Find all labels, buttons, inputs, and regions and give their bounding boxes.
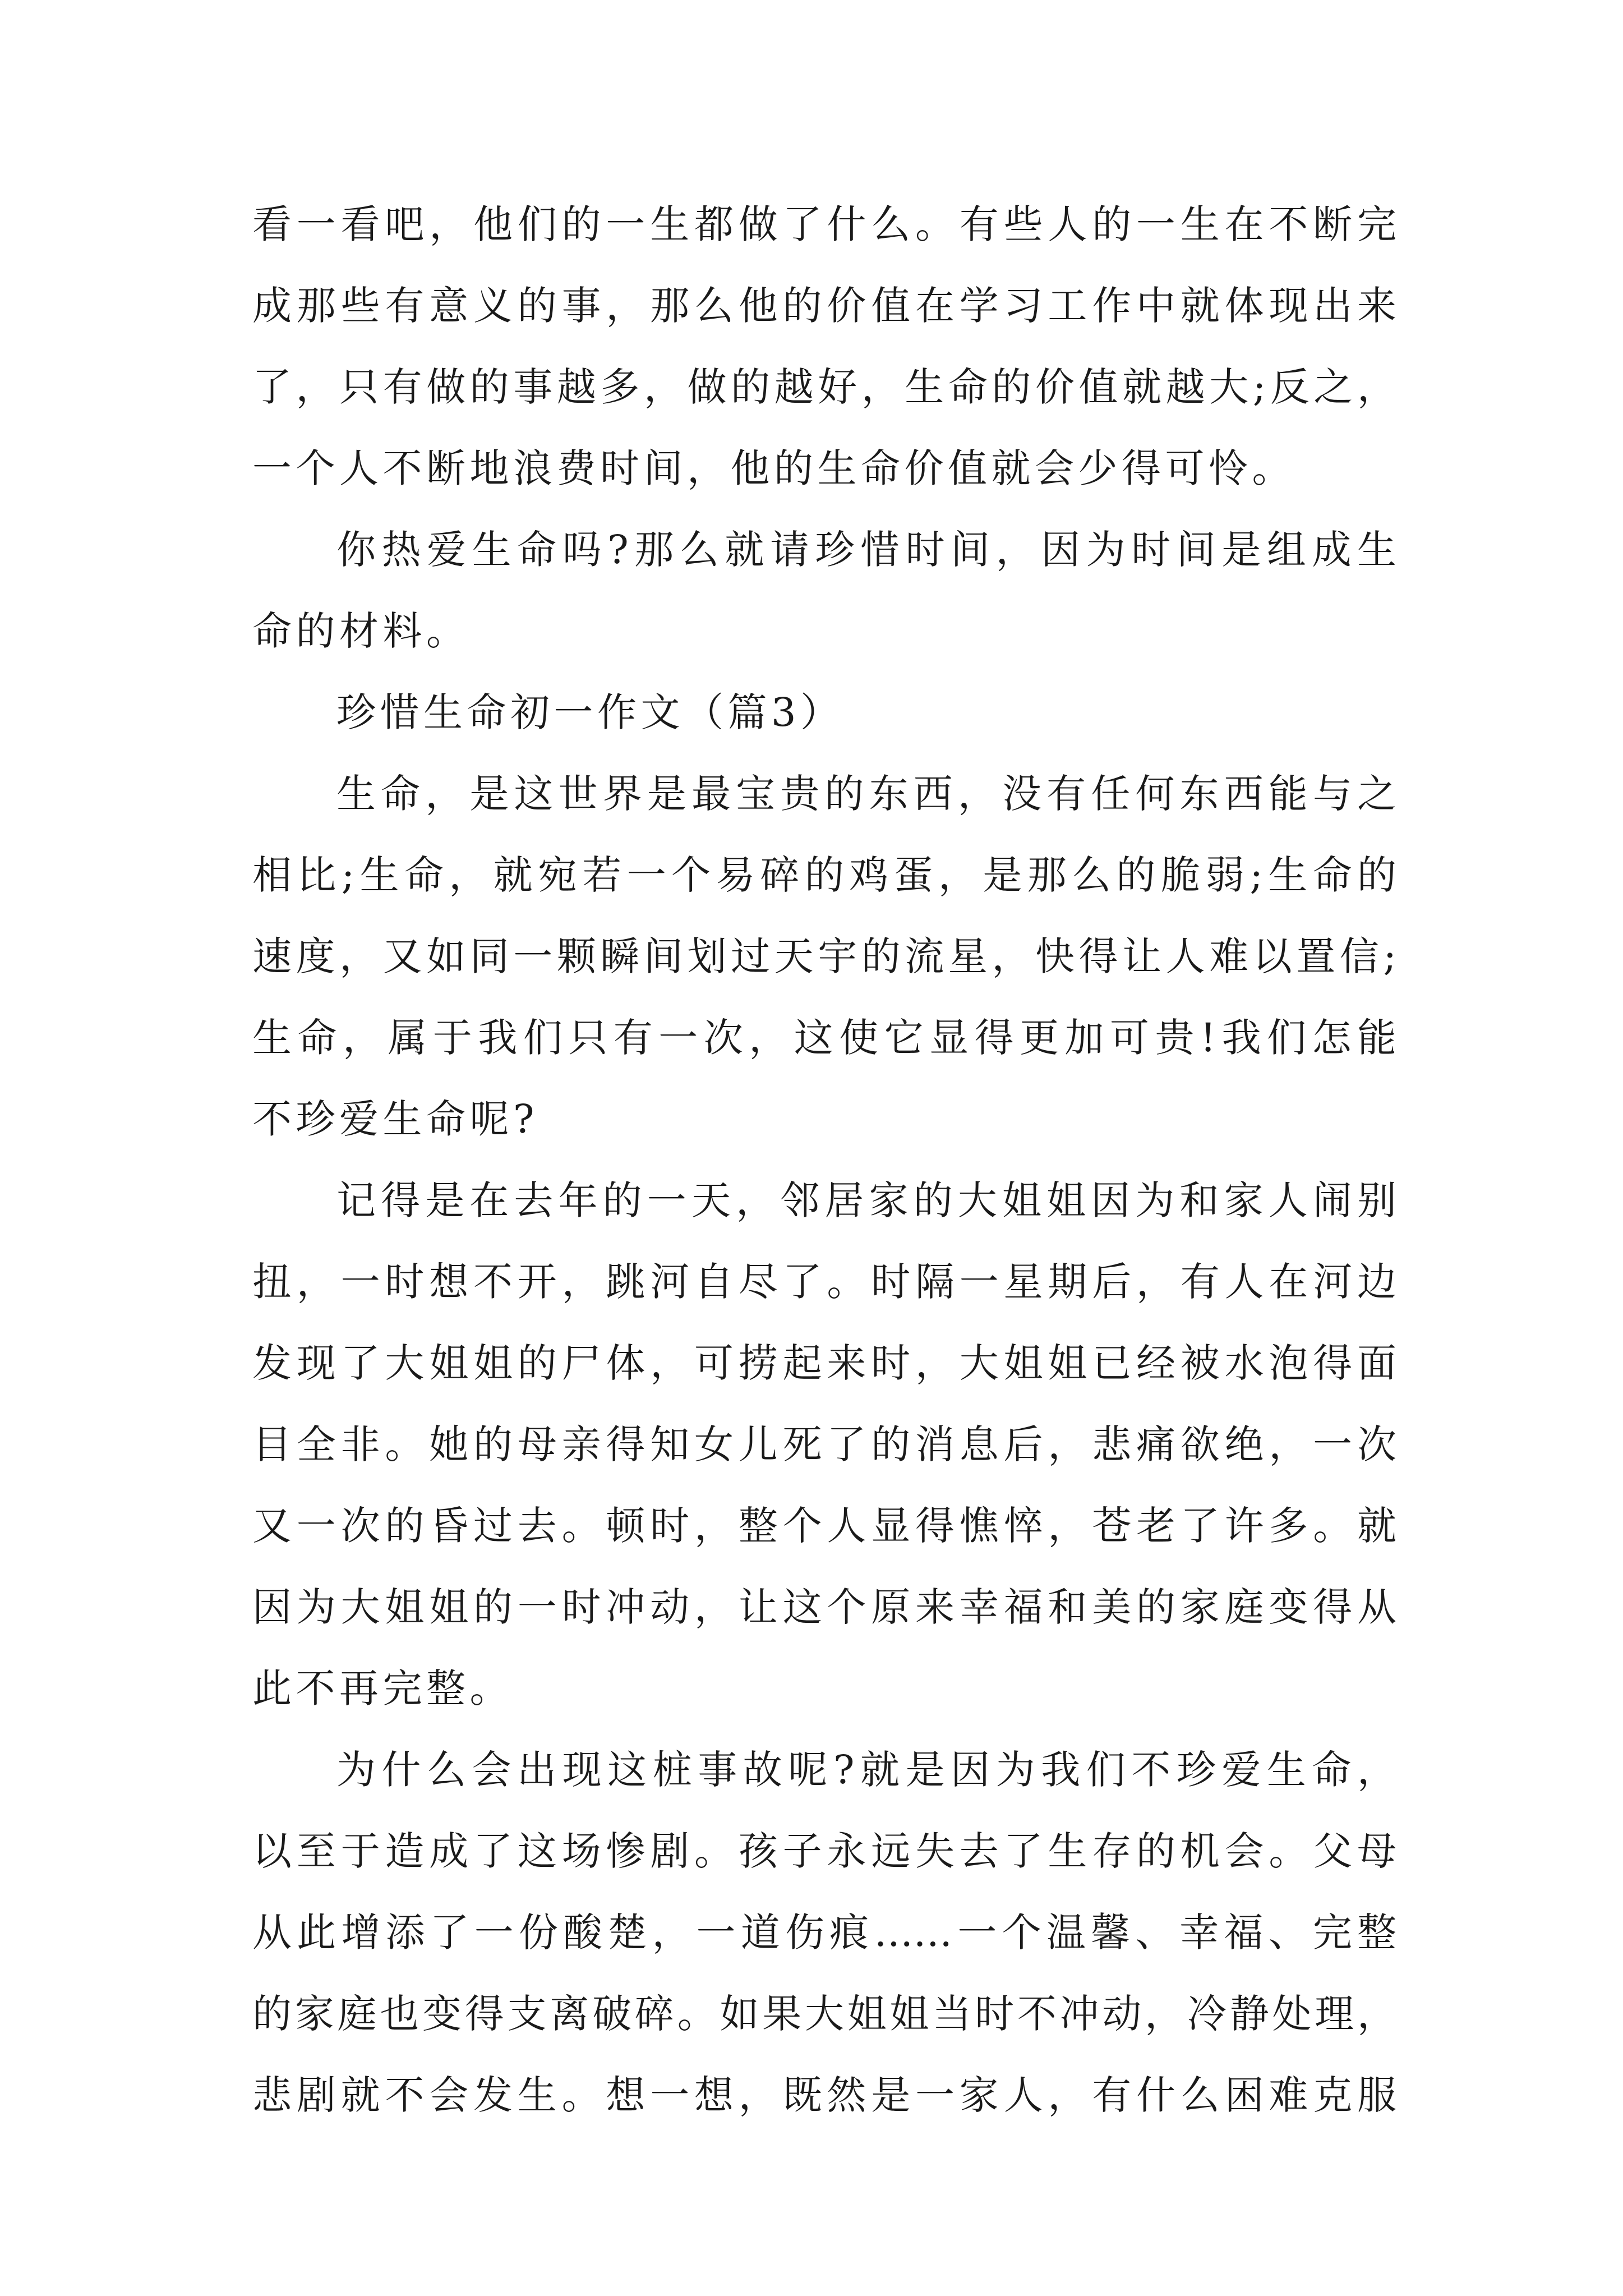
paragraph-line: 的家庭也变得支离破碎。如果大姐姐当时不冲动，冷静处理， — [252, 1991, 1396, 2037]
paragraph-line: 成那些有意义的事，那么他的价值在学习工作中就体现出来 — [252, 283, 1396, 329]
paragraph-line: 悲剧就不会发生。想一想，既然是一家人，有什么困难克服 — [252, 2072, 1396, 2118]
paragraph-line: 扭，一时想不开，跳河自尽了。时隔一星期后，有人在河边 — [252, 1259, 1396, 1305]
paragraph-line: 目全非。她的母亲得知女儿死了的消息后，悲痛欲绝，一次 — [252, 1421, 1396, 1467]
paragraph-line: 速度，又如同一颗瞬间划过天宇的流星，快得让人难以置信; — [252, 933, 1396, 979]
paragraph-line: 你热爱生命吗?那么就请珍惜时间，因为时间是组成生 — [336, 527, 1396, 573]
paragraph-line: 发现了大姐姐的尸体，可捞起来时，大姐姐已经被水泡得面 — [252, 1340, 1396, 1386]
paragraph-line: 以至于造成了这场惨剧。孩子永远失去了生存的机会。父母 — [252, 1828, 1396, 1874]
paragraph-line: 不珍爱生命呢? — [252, 1096, 539, 1142]
paragraph-line: 从此增添了一份酸楚，一道伤痕……一个温馨、幸福、完整 — [252, 1910, 1396, 1955]
paragraph-line: 生命，属于我们只有一次，这使它显得更加可贵!我们怎能 — [252, 1015, 1396, 1061]
section-heading: 珍惜生命初一作文（篇3） — [336, 689, 844, 735]
paragraph-line: 看一看吧，他们的一生都做了什么。有些人的一生在不断完 — [252, 201, 1396, 247]
paragraph-line: 又一次的昏过去。顿时，整个人显得憔悴，苍老了许多。就 — [252, 1503, 1396, 1549]
paragraph-line: 了，只有做的事越多，做的越好，生命的价值就越大;反之， — [252, 364, 1396, 410]
paragraph-line: 相比;生命，就宛若一个易碎的鸡蛋，是那么的脆弱;生命的 — [252, 852, 1396, 898]
paragraph-line: 一个人不断地浪费时间，他的生命价值就会少得可怜。 — [252, 445, 1295, 491]
paragraph-line: 此不再完整。 — [252, 1665, 513, 1711]
paragraph-line: 记得是在去年的一天，邻居家的大姐姐因为和家人闹别 — [336, 1177, 1396, 1223]
paragraph-line: 因为大姐姐的一时冲动，让这个原来幸福和美的家庭变得从 — [252, 1584, 1396, 1630]
paragraph-line: 生命，是这世界是最宝贵的东西，没有任何东西能与之 — [336, 771, 1396, 817]
paragraph-line: 为什么会出现这桩事故呢?就是因为我们不珍爱生命， — [336, 1747, 1396, 1793]
paragraph-line: 命的材料。 — [252, 608, 470, 654]
